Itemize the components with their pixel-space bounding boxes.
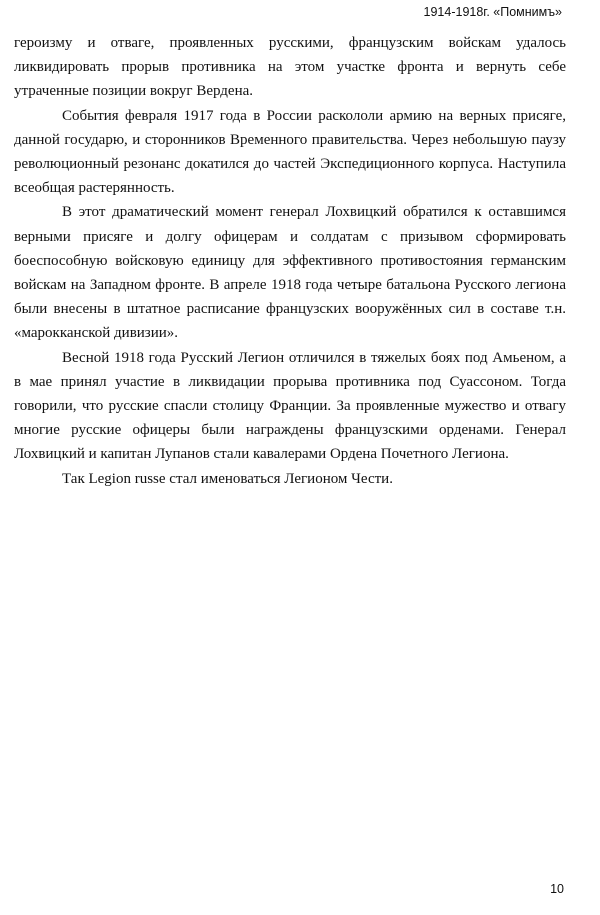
paragraph-spring-1918: Весной 1918 года Русский Легион отличился в тяжелых боях под Амьеном, а в мае принял участие в ликвидации прорыва противника под Суассоном. Тогда говорили, что русские спасли столицу Франции. За проявленные мужество и отвагу многие русские офицеры были награждены французскими орденами. Генерал Лохвицкий и капитан Лупанов стали кавалерами Ордена Почетного Легиона. <box>14 349 566 463</box>
paragraph-continuation: героизму и отваге, проявленных русскими, французским войскам удалось ликвидировать прорыв противника на этом участке фронта и вернуть себе утраченные позиции вокруг Вердена. <box>14 35 566 100</box>
running-header: 1914-1918г. «Помнимъ» <box>423 5 562 19</box>
paragraph-february-1917: События февраля 1917 года в России раскололи армию на верных присяге, данной государю, и сторонников Временного правительства. Через небольшую паузу революционный резонанс докатился до частей Экспедиционного корпуса. Наступила всеобщая растерянность. <box>14 107 566 197</box>
page-number: 10 <box>550 882 564 896</box>
document-body <box>14 31 566 491</box>
paragraph-legion-of-honor: Так Legion russe стал именоваться Легионом Чести. <box>62 470 393 487</box>
paragraph-lokhvitsky-appeal: В этот драматический момент генерал Лохвицкий обратился к оставшимся верными присяге и долгу офицерам и солдатам с призывом сформировать боеспособную войсковую единицу для эффективного противостояния германским войскам на Западном фронте. В апреле 1918 года четыре батальона Русского легиона были внесены в штатное расписание французских вооружённых сил в составе т.н. «марокканской дивизии». <box>14 204 566 342</box>
